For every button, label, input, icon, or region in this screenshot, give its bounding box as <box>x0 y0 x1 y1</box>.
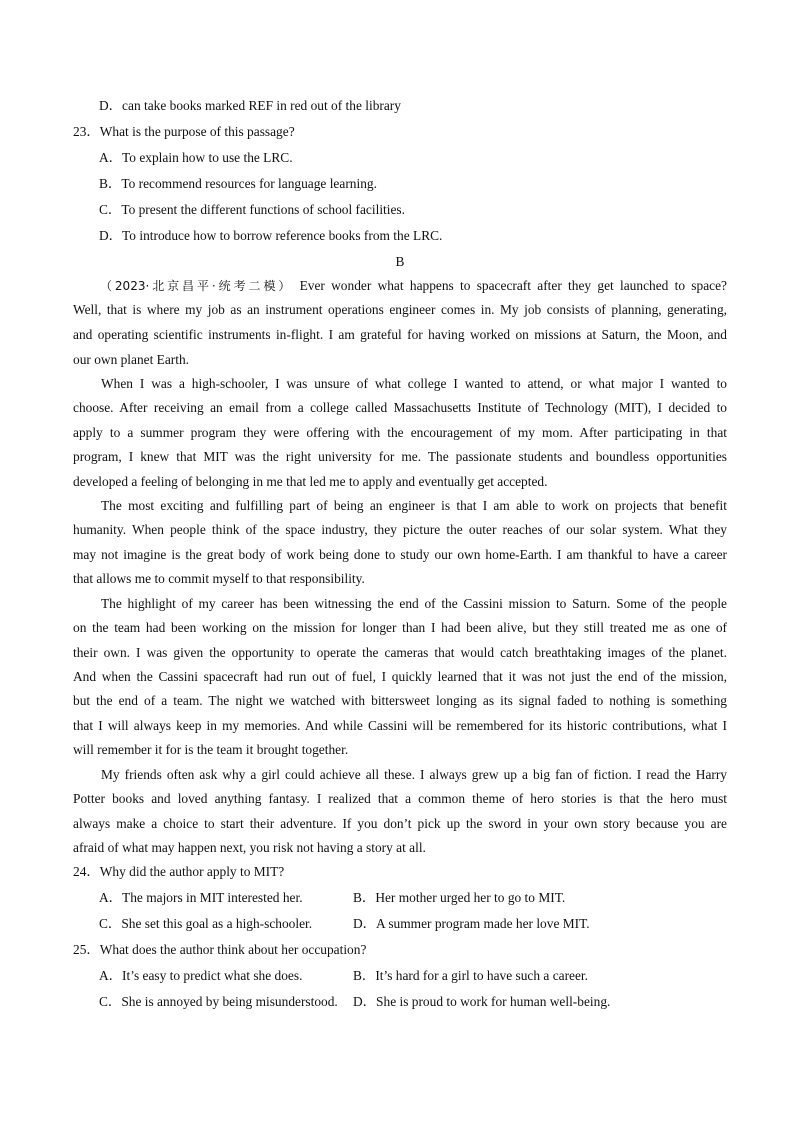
paragraph-4-line-4: And when the Cassini spacecraft had run out of fuel, I quickly learned that it was not just the end of the mission, <box>73 669 727 684</box>
paragraph-2-line-1: When I was a high-schooler, I was unsure of what college I wanted to attend, or what major I wanted to <box>101 376 727 391</box>
paragraph-4-line-5: but the end of a team. The night we watched with bittersweet longing as its signal faded to nothing is something <box>73 693 727 708</box>
q24-stem: 24．Why did the author apply to MIT? <box>73 864 285 879</box>
paragraph-1-line-2: Well, that is where my job as an instrument operations engineer comes in. My job consists of planning, generating, <box>73 302 727 317</box>
paragraph-2-line-2: choose. After receiving an email from a college called Massachusetts Institute of Technology (MIT), I decided to <box>73 400 727 415</box>
paragraph-5-line-3: always make a choice to start their adventure. If you don’t pick up the sword in your own story because you are <box>73 816 727 831</box>
paragraph-1-line-1 <box>100 277 727 295</box>
paragraph-3-line-2: humanity. When people think of the space industry, they picture the outer reaches of our solar system. What they <box>73 522 727 537</box>
paragraph-5-line-2: Potter books and loved anything fantasy. I realized that a common theme of hero stories is that the hero must <box>73 791 727 806</box>
source-tag: （2023·北京昌平·统考二模） <box>100 279 294 293</box>
q23-option-b: B．To recommend resources for language learning. <box>99 176 377 191</box>
paragraph-3-line-4: that allows me to commit myself to that responsibility. <box>73 571 365 586</box>
section-label: B <box>395 254 405 269</box>
paragraph-3-line-3: may not imagine is the great body of work being done to study our own home-Earth. I am thankful to have a career <box>73 547 727 562</box>
q22-option-d: D．can take books marked REF in red out of the library <box>99 98 401 113</box>
paragraph-1-line-4: our own planet Earth. <box>73 352 190 367</box>
paragraph-4-line-7: will remember it for is the team it brought together. <box>73 742 349 757</box>
paragraph-1-line-3: and operating scientific instruments in-flight. I am grateful for having worked on missions at Saturn, the Moon, and <box>73 327 727 342</box>
q24-option-d: D．A summer program made her love MIT. <box>353 916 590 931</box>
q23-option-a: A．To explain how to use the LRC. <box>99 150 293 165</box>
q24-option-c: C．She set this goal as a high-schooler. <box>99 916 313 931</box>
q24-option-a: A．The majors in MIT interested her. <box>99 890 303 905</box>
paragraph-4-line-6: that I will always keep in my memories. And while Cassini will be remembered for its historic contributions, what I <box>73 718 727 733</box>
q23-option-d: D．To introduce how to borrow reference books from the LRC. <box>99 228 443 243</box>
paragraph-2-line-4: program, I knew that MIT was the right university for me. The passionate students and boundless opportunities <box>73 449 727 464</box>
paragraph-2-line-3: apply to a summer program they were offering with the encouragement of my mom. After participating in that <box>73 425 727 440</box>
paragraph-5-line-4: afraid of what may happen next, you risk not having a story at all. <box>73 840 426 855</box>
paragraph-1-line-1-text: Ever wonder what happens to spacecraft after they get launched to space? <box>299 278 727 293</box>
q25-stem: 25．What does the author think about her occupation? <box>73 942 367 957</box>
q24-option-b: B．Her mother urged her to go to MIT. <box>353 890 566 905</box>
paragraph-4-line-1: The highlight of my career has been witnessing the end of the Cassini mission to Saturn. Some of the people <box>101 596 727 611</box>
paragraph-4-line-2: on the team had been working on the mission for longer than I had been alive, but they still treated me as one of <box>73 620 727 635</box>
paragraph-5-line-1: My friends often ask why a girl could achieve all these. I always grew up a big fan of fiction. I read the Harry <box>101 767 727 782</box>
q23-option-c: C．To present the different functions of school facilities. <box>99 202 405 217</box>
paragraph-2-line-5: developed a feeling of belonging in me that led me to apply and eventually get accepted. <box>73 474 548 489</box>
paragraph-3-line-1: The most exciting and fulfilling part of being an engineer is that I am able to work on projects that benefit <box>101 498 727 513</box>
q25-option-b: B．It’s hard for a girl to have such a career. <box>353 968 588 983</box>
q25-option-c: C．She is annoyed by being misunderstood. <box>99 994 338 1009</box>
q25-option-a: A．It’s easy to predict what she does. <box>99 968 303 983</box>
q23-stem: 23．What is the purpose of this passage? <box>73 124 295 139</box>
paragraph-4-line-3: their own. I was given the opportunity to operate the cameras that would catch breathtaking images of the planet. <box>73 645 727 660</box>
q25-option-d: D．She is proud to work for human well-being. <box>353 994 611 1009</box>
